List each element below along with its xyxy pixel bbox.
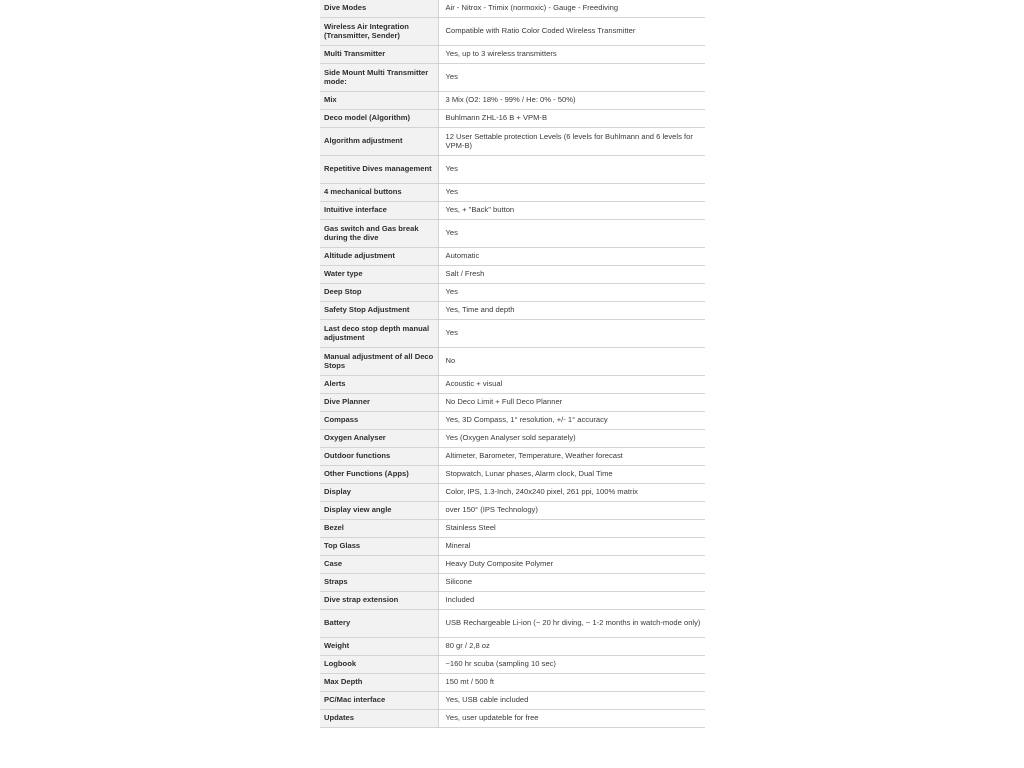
spec-label: Max Depth [320, 674, 438, 692]
spec-label: Wireless Air Integration (Transmitter, Sender) [320, 18, 438, 46]
spec-label: Other Functions (Apps) [320, 466, 438, 484]
spec-value: Yes [438, 220, 705, 248]
spec-value: 80 gr / 2,8 oz [438, 638, 705, 656]
spec-label: Altitude adjustment [320, 248, 438, 266]
spec-value: Yes, user updateble for free [438, 710, 705, 728]
spec-value: 3 Mix (O2: 18% - 99% / He: 0% - 50%) [438, 92, 705, 110]
spec-value: Yes, USB cable included [438, 692, 705, 710]
spec-value: Compatible with Ratio Color Coded Wireless Transmitter [438, 18, 705, 46]
spec-row-max-depth [320, 674, 705, 692]
spec-label: Outdoor functions [320, 448, 438, 466]
spec-value: Buhlmann ZHL-16 B + VPM-B [438, 110, 705, 128]
spec-value: Included [438, 592, 705, 610]
spec-value: Automatic [438, 248, 705, 266]
spec-value: Acoustic + visual [438, 376, 705, 394]
spec-row-display-view-angle [320, 502, 705, 520]
spec-label: Manual adjustment of all Deco Stops [320, 348, 438, 376]
spec-row-safety-stop [320, 302, 705, 320]
spec-row-algorithm-adjustment [320, 128, 705, 156]
spec-value: Yes (Oxygen Analyser sold separately) [438, 430, 705, 448]
spec-label: Intuitive interface [320, 202, 438, 220]
spec-row-logbook [320, 656, 705, 674]
spec-label: Repetitive Dives management [320, 156, 438, 184]
spec-label: 4 mechanical buttons [320, 184, 438, 202]
spec-row-oxygen-analyser [320, 430, 705, 448]
spec-value: Yes, up to 3 wireless transmitters [438, 46, 705, 64]
spec-value: ~160 hr scuba (sampling 10 sec) [438, 656, 705, 674]
spec-value: Silicone [438, 574, 705, 592]
spec-row-top-glass [320, 538, 705, 556]
spec-row-outdoor-functions [320, 448, 705, 466]
spec-row-intuitive-interface [320, 202, 705, 220]
spec-value: 12 User Settable protection Levels (6 levels for Buhlmann and 6 levels for VPM-B) [438, 128, 705, 156]
spec-row-gas-switch [320, 220, 705, 248]
spec-row-wireless-air-integration [320, 18, 705, 46]
spec-row-multi-transmitter [320, 46, 705, 64]
spec-label: Side Mount Multi Transmitter mode: [320, 64, 438, 92]
spec-value: USB Rechargeable Li-ion (~ 20 hr diving, ~ 1-2 months in watch-mode only) [438, 610, 705, 638]
spec-label: Multi Transmitter [320, 46, 438, 64]
spec-value: Yes [438, 64, 705, 92]
spec-value: Color, IPS, 1.3-Inch, 240x240 pixel, 261 ppi, 100% matrix [438, 484, 705, 502]
spec-label: PC/Mac interface [320, 692, 438, 710]
spec-label: Compass [320, 412, 438, 430]
spec-row-bezel [320, 520, 705, 538]
spec-label: Oxygen Analyser [320, 430, 438, 448]
spec-row-case [320, 556, 705, 574]
spec-row-other-functions [320, 466, 705, 484]
spec-value: over 150° (IPS Technology) [438, 502, 705, 520]
spec-value: Yes [438, 184, 705, 202]
spec-value: Stopwatch, Lunar phases, Alarm clock, Dual Time [438, 466, 705, 484]
spec-label: Straps [320, 574, 438, 592]
spec-label: Display [320, 484, 438, 502]
spec-label: Weight [320, 638, 438, 656]
spec-row-alerts [320, 376, 705, 394]
spec-label: Safety Stop Adjustment [320, 302, 438, 320]
spec-row-pc-mac-interface [320, 692, 705, 710]
spec-label: Top Glass [320, 538, 438, 556]
spec-row-dive-planner [320, 394, 705, 412]
spec-row-dive-strap-extension [320, 592, 705, 610]
spec-label: Deep Stop [320, 284, 438, 302]
spec-label: Algorithm adjustment [320, 128, 438, 156]
spec-label: Updates [320, 710, 438, 728]
spec-row-manual-deco-stops [320, 348, 705, 376]
spec-row-deco-model [320, 110, 705, 128]
spec-row-updates [320, 710, 705, 728]
spec-row-side-mount [320, 64, 705, 92]
spec-row-mechanical-buttons [320, 184, 705, 202]
spec-label: Logbook [320, 656, 438, 674]
spec-label: Bezel [320, 520, 438, 538]
spec-row-display [320, 484, 705, 502]
spec-value: No [438, 348, 705, 376]
spec-label: Display view angle [320, 502, 438, 520]
spec-label: Mix [320, 92, 438, 110]
spec-value: Salt / Fresh [438, 266, 705, 284]
spec-label: Gas switch and Gas break during the dive [320, 220, 438, 248]
spec-value: Heavy Duty Composite Polymer [438, 556, 705, 574]
spec-row-straps [320, 574, 705, 592]
spec-value: Mineral [438, 538, 705, 556]
spec-row-dive-modes [320, 0, 705, 18]
spec-label: Water type [320, 266, 438, 284]
spec-row-weight [320, 638, 705, 656]
spec-value: No Deco Limit + Full Deco Planner [438, 394, 705, 412]
spec-row-mix [320, 92, 705, 110]
spec-label: Case [320, 556, 438, 574]
spec-value: 150 mt / 500 ft [438, 674, 705, 692]
spec-value: Yes [438, 284, 705, 302]
spec-label: Deco model (Algorithm) [320, 110, 438, 128]
spec-row-deep-stop [320, 284, 705, 302]
spec-value: Yes, + "Back" button [438, 202, 705, 220]
spec-row-altitude-adjustment [320, 248, 705, 266]
spec-row-repetitive-dives [320, 156, 705, 184]
spec-value: Stainless Steel [438, 520, 705, 538]
spec-value: Yes, 3D Compass, 1° resolution, +/- 1° accuracy [438, 412, 705, 430]
spec-label: Battery [320, 610, 438, 638]
spec-label: Dive Planner [320, 394, 438, 412]
spec-value: Yes, Time and depth [438, 302, 705, 320]
spec-row-last-deco-stop [320, 320, 705, 348]
spec-row-battery [320, 610, 705, 638]
spec-row-compass [320, 412, 705, 430]
spec-label: Alerts [320, 376, 438, 394]
spec-value: Air - Nitrox - Trimix (normoxic) - Gauge - Freediving [438, 0, 705, 18]
spec-label: Dive Modes [320, 0, 438, 18]
specifications-table [320, 0, 705, 728]
spec-label: Dive strap extension [320, 592, 438, 610]
spec-row-water-type [320, 266, 705, 284]
spec-value: Altimeter, Barometer, Temperature, Weather forecast [438, 448, 705, 466]
spec-label: Last deco stop depth manual adjustment [320, 320, 438, 348]
spec-value: Yes [438, 320, 705, 348]
spec-value: Yes [438, 156, 705, 184]
